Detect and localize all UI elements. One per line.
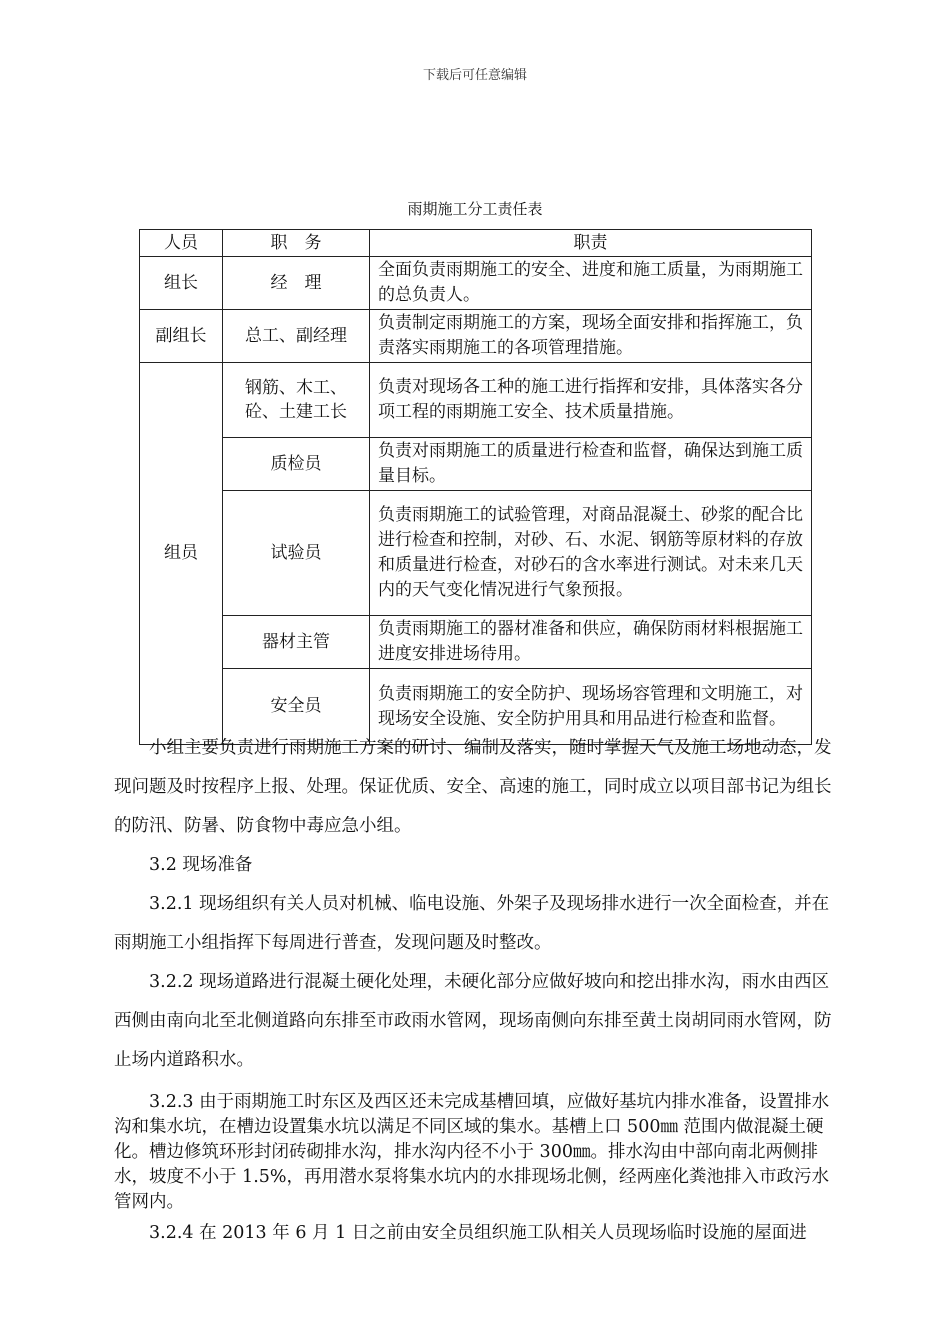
table-row: [140, 310, 812, 363]
position-text: 经 理: [270, 272, 322, 293]
section-heading-3-2: 3.2 现场准备: [149, 855, 253, 875]
paragraph-3-2-2: 3.2.2 现场道路进行混凝土硬化处理，未硬化部分应做好坡向和挖出排水沟，雨水由西区西侧由南向北至北侧道路向东排至市政雨水管网，现场南侧向东排至黄土岗胡同雨水管网，防止场内道路积水。: [114, 972, 832, 1070]
position-cell: [223, 310, 370, 363]
table-row: [140, 257, 812, 310]
position-text: 器材主管: [262, 631, 330, 652]
role-cell-members: 组员: [140, 363, 223, 745]
body-text: [114, 729, 840, 1246]
responsibility-table: [139, 229, 812, 745]
position-cell: [223, 616, 370, 669]
paragraph-3-2-4: 3.2.4 在 2013 年 6 月 1 日之前由安全员组织施工队相关人员现场临时设施的屋面进: [149, 1223, 807, 1243]
position-text: 安全员: [270, 696, 322, 716]
table-row: [140, 438, 812, 491]
header-personnel: 人员: [140, 230, 223, 257]
table-row: [140, 491, 812, 616]
role-cell: 副组长: [140, 310, 223, 363]
position-cell: [223, 363, 370, 438]
duty-cell: 负责对现场各工种的施工进行指挥和安排，具体落实各分项工程的雨期施工安全、技术质量措施。: [370, 363, 812, 438]
duty-cell: 全面负责雨期施工的安全、进度和施工质量，为雨期施工的总负责人。: [370, 257, 812, 310]
role-cell: 组长: [140, 257, 223, 310]
header-position: 职 务: [223, 230, 370, 257]
position-text: 试验员: [270, 542, 322, 563]
page-header-note: 下载后可任意编辑: [422, 68, 527, 83]
duty-cell: 负责雨期施工的器材准备和供应，确保防雨材料根据施工进度安排进场待用。: [370, 616, 812, 669]
position-text: 钢筋、木工、砼、土建工长: [245, 377, 347, 422]
duty-cell: 负责对雨期施工的质量进行检查和监督，确保达到施工质量目标。: [370, 438, 812, 491]
table-header-row: [140, 230, 812, 257]
header-duty: 职责: [370, 230, 812, 257]
duty-cell: 负责雨期施工的试验管理，对商品混凝土、砂浆的配合比进行检查和控制，对砂、石、水泥、钢筋等原材料的存放和质量进行检查，对砂石的含水率进行测试。对未来几天内的天气变化情况进行气象预报。: [370, 491, 812, 616]
position-cell: [223, 257, 370, 310]
table-title: 雨期施工分工责任表: [407, 200, 543, 218]
paragraph-3-2-3: 3.2.3 由于雨期施工时东区及西区还未完成基槽回填，应做好基坑内排水准备，设置排水沟和集水坑，在槽边设置集水坑以满足不同区域的集水。基槽上口 500㎜ 范围内做混凝土硬化。槽边修筑环形封闭砖砌排水沟，排水沟内径不小于 300㎜。排水沟由中部向南北两侧排水，坡度不小于 1.5%，再用潜水泵将集水坑内的水排现场北侧，经两座化粪池排入市政污水管网内。: [114, 1092, 830, 1212]
position-cell: [223, 438, 370, 491]
position-cell: [223, 491, 370, 616]
table-row: [140, 616, 812, 669]
paragraph-3-2-1: 3.2.1 现场组织有关人员对机械、临电设施、外架子及现场排水进行一次全面检查，并在雨期施工小组指挥下每周进行普查，发现问题及时整改。: [114, 894, 830, 953]
duty-cell: 负责制定雨期施工的方案，现场全面安排和指挥施工，负责落实雨期施工的各项管理措施。: [370, 310, 812, 363]
position-text: 质检员: [270, 453, 322, 474]
duty-cell: 负责雨期施工的安全防护、现场场容管理和文明施工，对现场安全设施、安全防护用具和用品进行检查和监督。: [370, 669, 812, 745]
position-text: 总工、副经理: [245, 325, 347, 346]
paragraph-team-summary: 小组主要负责进行雨期施工方案的研讨、编制及落实，随时掌握天气及施工场地动态，发现问题及时按程序上报、处理。保证优质、安全、高速的施工，同时成立以项目部书记为组长的防汛、防暑、防食物中毒应急小组。: [114, 738, 832, 836]
table-row: [140, 363, 812, 438]
